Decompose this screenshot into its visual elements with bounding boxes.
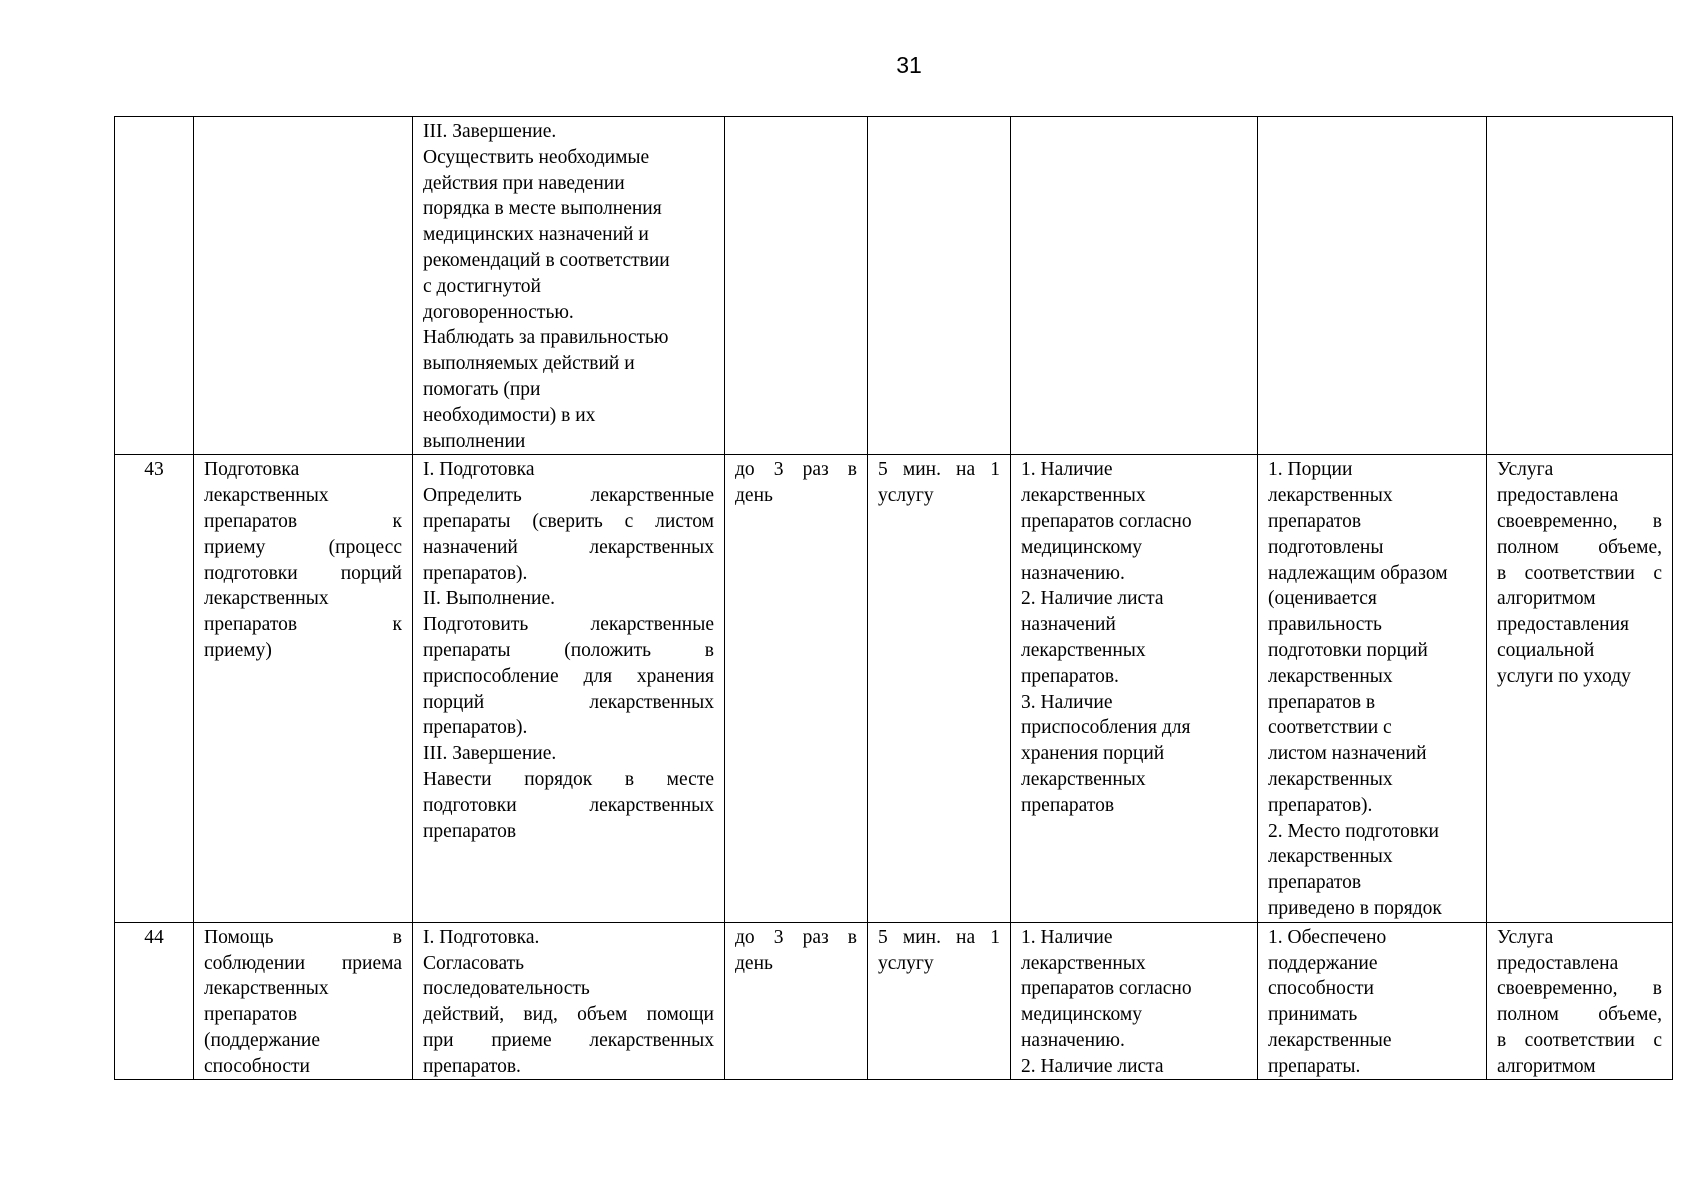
text-line: 3. Наличие [1021,691,1113,713]
text-line: 2. Наличие листа [1021,588,1164,610]
text-line: 2. Место подготовки [1268,820,1439,842]
text-line: лекарственные [1268,1029,1392,1051]
text-line: способности [204,1055,310,1077]
table-row [115,117,1673,455]
text-line: своевременно, в [1497,510,1662,532]
text-line: выполняемых действий и [423,353,635,375]
text-line: лекарственных [1268,768,1393,790]
text-line: подготовки порций [1268,639,1428,661]
text-line: листом назначений [1268,743,1427,765]
text-line: порядка в месте выполнения [423,198,662,220]
text-line: в соответствии с [1497,562,1662,584]
text-line: алгоритмом [1497,1055,1596,1077]
row-number-cell: 44 [115,922,194,1080]
text-line: (поддержание [204,1029,321,1051]
text-line: день [735,952,773,974]
text-line: последовательность [423,978,590,1000]
duration-cell [868,455,1011,922]
table-body [115,117,1673,1080]
service-name-cell [194,922,413,1080]
text-line: до 3 раз в [735,926,857,948]
text-line: Наблюдать за правильностью [423,327,669,349]
text-line: услуги по уходу [1497,665,1631,687]
text-line: медицинскому [1021,536,1143,558]
text-line: приведено в порядок [1268,897,1442,919]
text-line: препаратов в [1268,691,1376,713]
text-line: лекарственных [1021,485,1146,507]
text-line: соответствии с [1268,717,1392,739]
text-line: 1. Обеспечено [1268,926,1387,948]
text-line: подготовлены [1268,536,1384,558]
text-line: с достигнутой [423,275,541,297]
text-line: надлежащим образом [1268,562,1448,584]
text-line: лекарственных [204,978,329,1000]
text-line: подготовки порций [204,562,402,584]
text-line: поддержание [1268,952,1378,974]
text-line: препараты (положить в [423,639,714,661]
text-line: услугу [878,952,934,974]
text-line: день [735,485,773,507]
text-line: Согласовать [423,952,525,974]
text-line: препаратов [204,1004,298,1026]
text-line: услугу [878,485,934,507]
text-line: препаратов). [423,562,528,584]
text-line: препаратов [1021,794,1115,816]
text-line: назначений [1021,614,1116,636]
text-line: 5 мин. на 1 [878,926,1000,948]
text-line: лекарственных [1268,846,1393,868]
text-line: подготовки лекарственных [423,794,714,816]
text-line: II. Выполнение. [423,588,555,610]
table-row [115,455,1673,922]
text-line: препараты (сверить с листом [423,510,714,532]
text-line: приему (процесс [204,536,402,558]
text-line: полном объеме, [1497,536,1662,558]
service-name-cell [194,117,413,455]
frequency-cell [725,922,868,1080]
table-row [115,922,1673,1080]
text-line: предоставлена [1497,952,1619,974]
text-line: при приеме лекарственных [423,1029,714,1051]
page-number: 31 [896,52,922,78]
text-line: медицинских назначений и [423,224,649,246]
text-line: Осуществить необходимые [423,146,650,168]
text-line: препаратов к [204,614,402,636]
evaluation-cell [1487,455,1673,922]
evaluation-cell [1487,117,1673,455]
text-line: (оценивается [1268,588,1377,610]
text-line: III. Завершение. [423,743,557,765]
text-line: 1. Наличие [1021,459,1113,481]
text-line: Навести порядок в месте [423,768,714,790]
text-line: хранения порций [1021,743,1165,765]
text-line: полном объеме, [1497,1004,1662,1026]
text-line: договоренностью. [423,301,574,323]
quality-indicators-cell [1258,117,1487,455]
text-line: принимать [1268,1004,1358,1026]
text-line: социальной [1497,639,1595,661]
text-line: препараты. [1268,1055,1361,1077]
text-line: медицинскому [1021,1004,1143,1026]
frequency-cell [725,117,868,455]
text-line: порций лекарственных [423,691,714,713]
text-line: 2. Наличие листа [1021,1055,1164,1077]
text-line: лекарственных [1268,485,1393,507]
service-content-cell [413,117,725,455]
text-line: препаратов к [204,510,402,532]
text-line: назначению. [1021,1029,1125,1051]
text-line: Определить лекарственные [423,485,714,507]
text-line: препаратов). [423,717,528,739]
text-line: Подготовить лекарственные [423,614,714,636]
text-line: III. Завершение. [423,121,557,142]
conditions-cell [1011,922,1258,1080]
text-line: Помощь в [204,926,402,948]
text-line: Подготовка [204,459,300,481]
text-line: препаратов. [1021,665,1119,687]
duration-cell [868,922,1011,1080]
text-line: лекарственных [1021,768,1146,790]
text-line: необходимости) в их [423,404,596,426]
conditions-cell [1011,455,1258,922]
text-line: лекарственных [1268,665,1393,687]
text-line: 5 мин. на 1 [878,459,1000,481]
text-line: I. Подготовка [423,459,535,481]
text-line: назначению. [1021,562,1125,584]
text-line: лекарственных [1021,639,1146,661]
text-line: своевременно, в [1497,978,1662,1000]
quality-indicators-cell [1258,455,1487,922]
text-line: 1. Порции [1268,459,1353,481]
text-line: предоставлена [1497,485,1619,507]
text-line: алгоритмом [1497,588,1596,610]
frequency-cell [725,455,868,922]
text-line: лекарственных [204,485,329,507]
text-line: способности [1268,978,1374,1000]
services-table [114,116,1673,1080]
text-line: препаратов [1268,872,1362,894]
text-line: действия при наведении [423,172,625,194]
text-line: до 3 раз в [735,459,857,481]
row-number-cell [115,117,194,455]
text-line: рекомендаций в соответствии [423,249,670,271]
text-line: помогать (при [423,378,541,400]
text-line: Услуга [1497,459,1554,481]
text-line: предоставления [1497,614,1629,636]
text-line: приспособления для [1021,717,1191,739]
text-line: Услуга [1497,926,1554,948]
text-line: лекарственных [204,588,329,610]
text-line: препаратов согласно [1021,510,1192,532]
text-line: 1. Наличие [1021,926,1113,948]
text-line: приспособление для хранения [423,665,714,687]
conditions-cell [1011,117,1258,455]
text-line: действий, вид, объем помощи [423,1004,714,1026]
evaluation-cell [1487,922,1673,1080]
duration-cell [868,117,1011,455]
text-line: назначений лекарственных [423,536,714,558]
service-content-cell [413,455,725,922]
row-number-cell: 43 [115,455,194,922]
service-content-cell [413,922,725,1080]
text-line: препаратов). [1268,794,1373,816]
text-line: препаратов [423,820,517,842]
text-line: соблюдении приема [204,952,402,974]
text-line: препаратов согласно [1021,978,1192,1000]
quality-indicators-cell [1258,922,1487,1080]
text-line: препаратов. [423,1055,521,1077]
text-line: выполнении [423,430,526,452]
text-line: в соответствии с [1497,1029,1662,1051]
service-name-cell [194,455,413,922]
text-line: препаратов [1268,510,1362,532]
text-line: приему) [204,639,272,661]
text-line: лекарственных [1021,952,1146,974]
text-line: I. Подготовка. [423,926,540,948]
text-line: правильность [1268,614,1382,636]
